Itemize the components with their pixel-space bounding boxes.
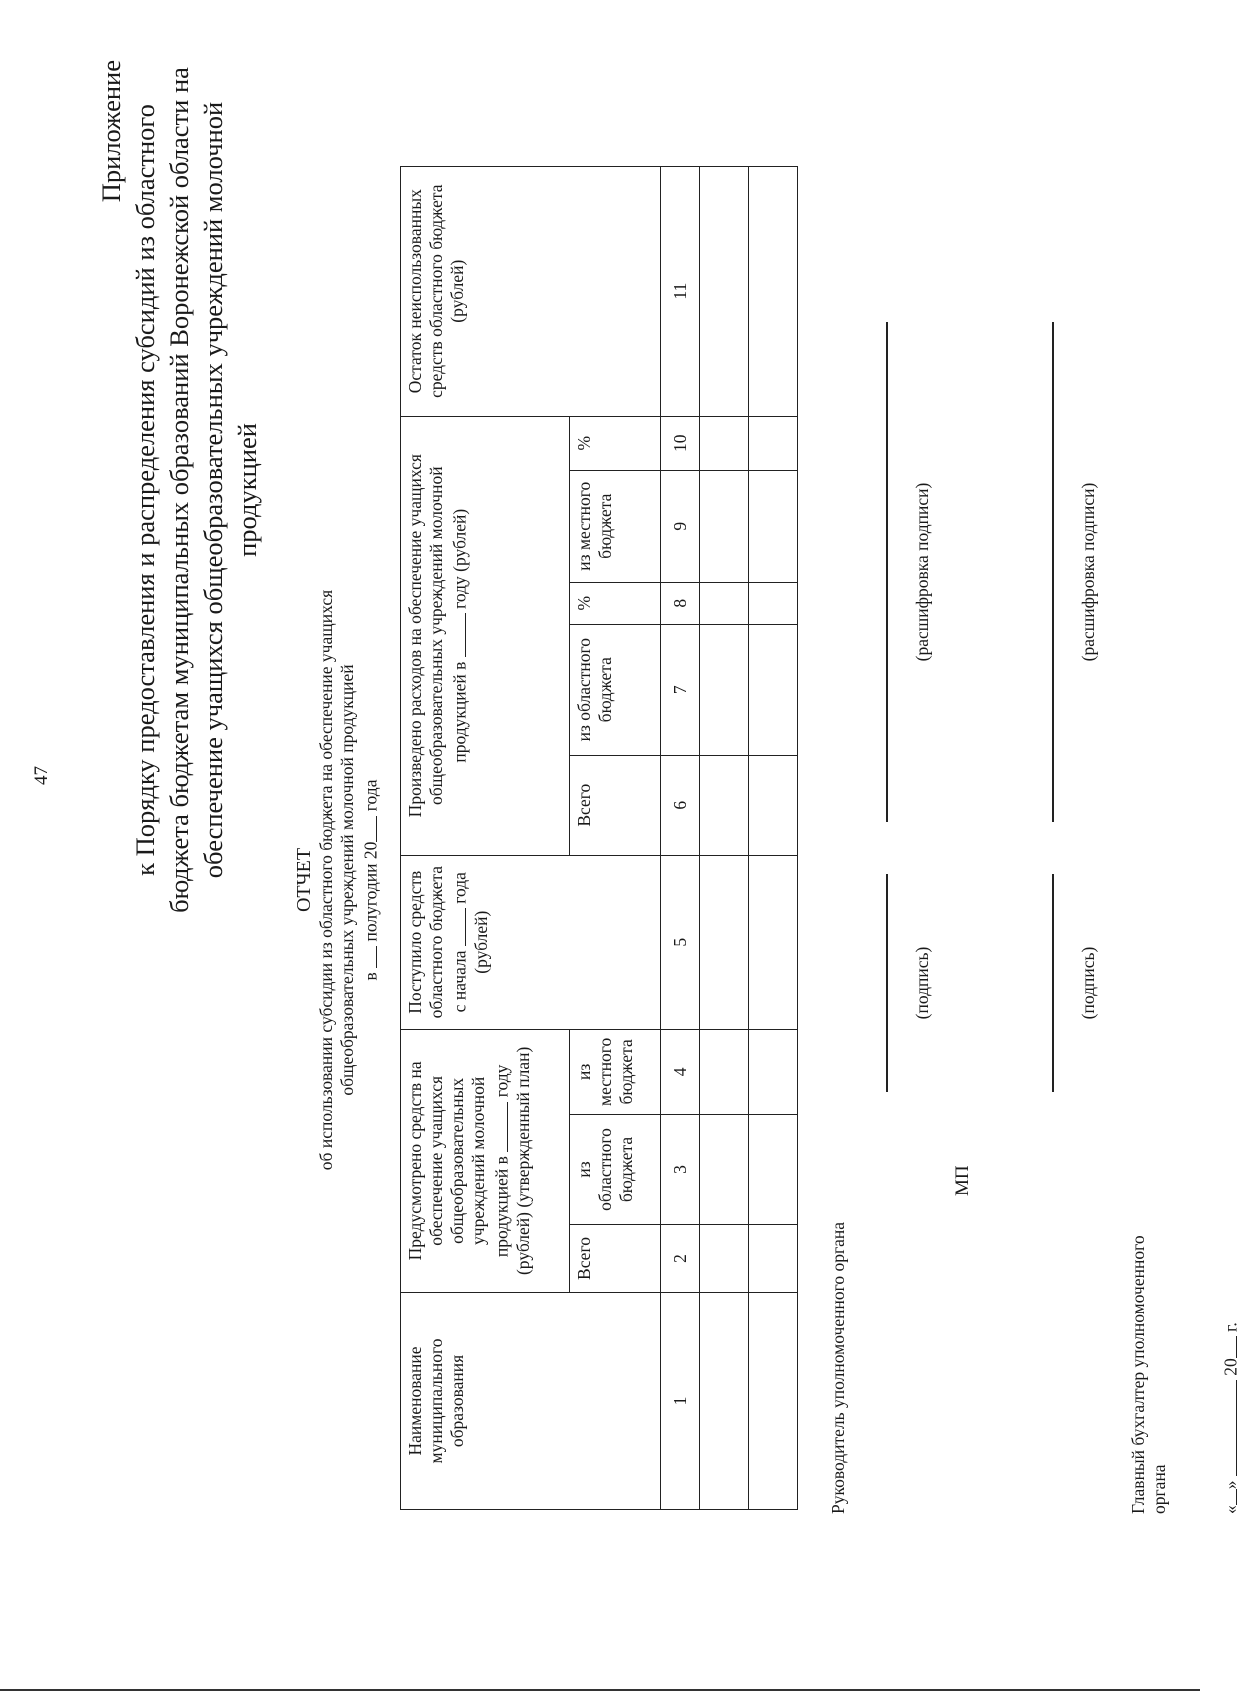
sub-spent-total: Всего xyxy=(570,755,661,855)
col-number: 10 xyxy=(661,416,700,470)
sub-planned-total: Всего xyxy=(570,1225,661,1293)
day-blank[interactable] xyxy=(1218,1489,1237,1505)
month-blank[interactable] xyxy=(1218,1380,1237,1476)
sub-planned-regional: из областного бюджета xyxy=(570,1115,661,1225)
col-number: 9 xyxy=(661,470,700,582)
header-planned-b: году (рублей) (утвержденный план) xyxy=(491,1046,533,1276)
head-signature-caption: (подпись) xyxy=(912,946,932,1020)
head-decode-line[interactable] xyxy=(886,322,888,822)
period-mid: полугодии 20 xyxy=(360,841,381,942)
col-number: 2 xyxy=(661,1225,700,1293)
report-subtitle-1: об использовании субсидии из областного бюджета на обеспечение учащихся xyxy=(316,589,336,1171)
header-received-a: Поступило средств областного бюджета с начала xyxy=(405,866,470,1019)
header-planned-a: Предусмотрено средств на обеспечение учащихся общеобразовательных учреждений молочной продукцией в xyxy=(405,1061,512,1261)
report-subtitle-2: общеобразовательных учреждений молочной продукцией xyxy=(337,664,357,1096)
appendix-text: к Порядку предоставления и распределения субсидий из областного бюджета бюджетам муниципальных образований Воронежской области на обеспечение учащихся общеобразовательных учреждений молочной продукцией xyxy=(130,67,262,913)
date-suffix: г. xyxy=(1220,1322,1241,1332)
accountant-label: Главный бухгалтер уполномоченного органа xyxy=(1128,1235,1169,1514)
date-open-quote: « xyxy=(1220,1505,1241,1514)
accountant-decode-line[interactable] xyxy=(1052,322,1054,822)
col-number: 11 xyxy=(661,166,700,416)
col-number: 5 xyxy=(661,855,700,1029)
col-number: 8 xyxy=(661,582,700,624)
page-number: 47 xyxy=(31,766,52,785)
period-suffix: года xyxy=(360,779,381,812)
header-received-b: года (рублей) xyxy=(449,872,491,974)
header-remainder: Остаток неиспользованных средств областного бюджета (рублей) xyxy=(401,166,661,416)
head-decode-caption: (расшифровка подписи) xyxy=(912,482,932,662)
header-spent-b: году (рублей) xyxy=(449,508,470,609)
sub-spent-local: из местного бюджета xyxy=(570,470,661,582)
stamp-mark: МП xyxy=(952,1165,973,1196)
sub-spent-regional-percent: % xyxy=(570,582,661,624)
col-number: 6 xyxy=(661,755,700,855)
accountant-signature-line[interactable] xyxy=(1052,874,1054,1092)
sub-spent-regional: из областного бюджета xyxy=(570,624,661,755)
scan-edge-line xyxy=(0,1689,1200,1691)
col-number: 3 xyxy=(661,1115,700,1225)
date-line xyxy=(1218,1094,1242,1514)
sub-planned-local: из местного бюджета xyxy=(570,1029,661,1114)
head-signature-line[interactable] xyxy=(886,874,888,1092)
date-close-quote: » xyxy=(1220,1480,1241,1490)
col-number: 1 xyxy=(661,1293,700,1510)
period-prefix: в xyxy=(360,972,381,981)
sub-spent-local-percent: % xyxy=(570,416,661,470)
header-municipality: Наименование муниципального образования xyxy=(401,1293,661,1510)
accountant-signature-caption: (подпись) xyxy=(1078,946,1098,1020)
col-number: 4 xyxy=(661,1029,700,1114)
header-spent-a: Произведено расходов на обеспечение учащихся общеобразовательных учреждений молочной продукцией в xyxy=(405,454,470,818)
date-year-prefix: 20 xyxy=(1220,1358,1241,1376)
accountant-decode-caption: (расшифровка подписи) xyxy=(1078,482,1098,662)
appendix-title: Приложение xyxy=(96,60,126,203)
col-number: 7 xyxy=(661,624,700,755)
head-label: Руководитель уполномоченного органа xyxy=(828,1221,848,1514)
report-title: ОТЧЕТ xyxy=(293,847,315,913)
year-suffix-blank[interactable] xyxy=(1218,1336,1237,1358)
